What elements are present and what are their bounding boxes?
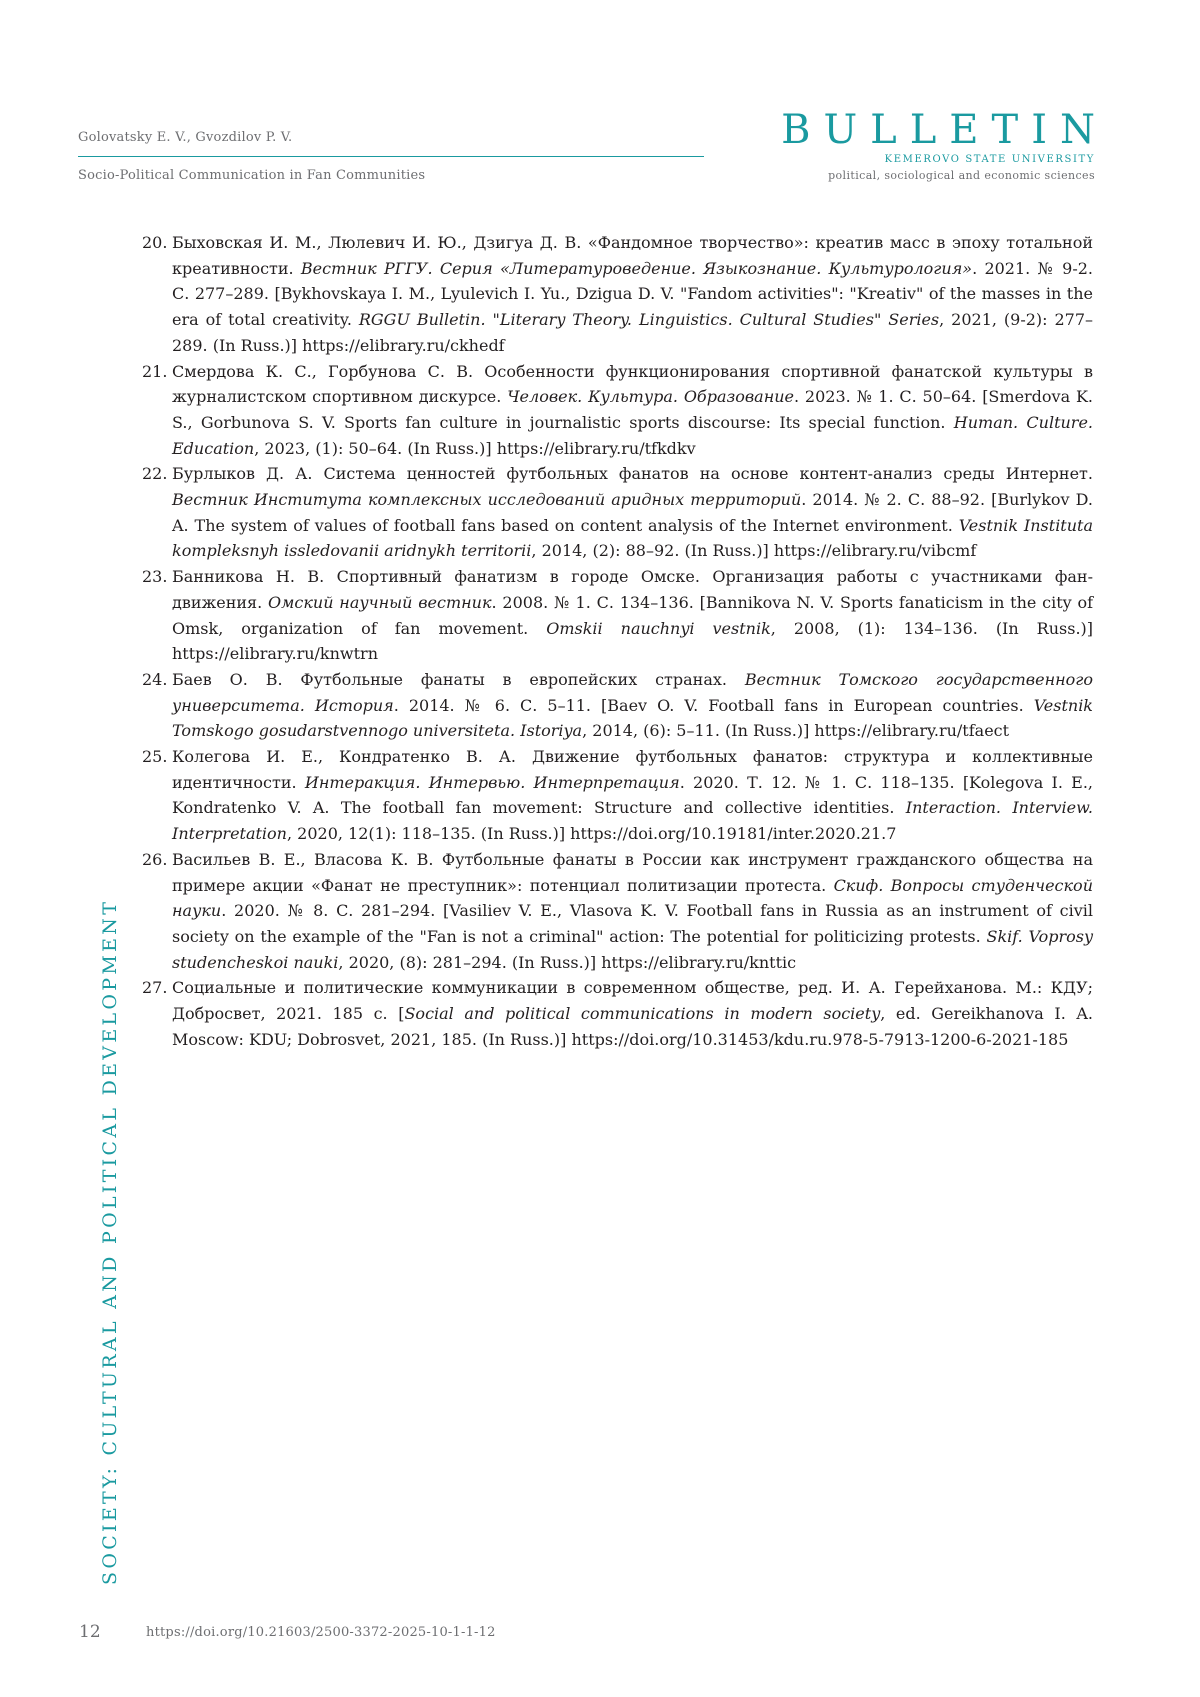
reference-text: Социальные и политические коммуникации в современном обществе, ред. И. А. Герейханова. М.: КДУ; Добросвет, 2021. 185 с. [ <box>172 978 1093 1024</box>
reference-item <box>142 667 1093 744</box>
reference-number: 23. <box>142 567 168 587</box>
journal-university: KEMEROVO STATE UNIVERSITY <box>884 154 1095 165</box>
page-number: 12 <box>79 1622 101 1642</box>
journal-subtitle: political, sociological and economic sciences <box>828 169 1095 182</box>
reference-source: Interaction. Interview. Interpretation <box>172 798 1093 844</box>
footer-doi: https://doi.org/10.21603/2500-3372-2025-10-1-1-12 <box>146 1625 496 1640</box>
reference-text: Бурлыков Д. А. Система ценностей футбольных фанатов на основе контент-анализ среды Интернет. <box>172 464 1093 484</box>
reference-text: Баев О. В. Футбольные фанаты в европейских странах. <box>172 669 745 689</box>
reference-text: . 2014. № 2. С. 88–92. [Burlykov D. A. The system of values of football fans based on content analysis of the Internet environment. <box>172 490 1093 535</box>
reference-text: . 2023. № 1. С. 50–64. [Smerdova K. S., Gorbunova S. V. Sports fan culture in journalistic sports discourse: Its special function. <box>172 387 1094 432</box>
section-sidebar-label: SOCIETY: CULTURAL AND POLITICAL DEVELOPMENT <box>99 898 121 1585</box>
reference-number: 22. <box>142 464 168 484</box>
journal-logo-title: BULLETIN <box>781 107 1108 153</box>
reference-text: , 2008, (1): 134–136. (In Russ.)] https://elibrary.ru/knwtrn <box>172 618 1094 664</box>
reference-text: Васильев В. Е., Власова К. В. Футбольные фанаты в России как инструмент гражданского общества на примере акции «Фанат не преступник»: потенциал политизации протеста. <box>172 849 1093 895</box>
reference-text: , 2021, (9-2): 277–289. (In Russ.)] https://elibrary.ru/ckhedf <box>172 310 1093 355</box>
reference-source: Вестник Томского государственного университета. История <box>172 669 1094 715</box>
reference-list <box>142 230 1093 1053</box>
reference-item <box>142 359 1093 462</box>
reference-text: Банникова Н. В. Спортивный фанатизм в городе Омске. Организация работы с участниками фан-движения. <box>172 567 1093 612</box>
running-header <box>78 128 704 185</box>
reference-source: Вестник РГГУ. Серия «Литературоведение. Языкознание. Культурология» <box>300 258 973 278</box>
reference-source: Human. Culture. Education <box>172 412 1094 458</box>
reference-text: , 2020, 12(1): 118–135. (In Russ.)] https://doi.org/10.19181/inter.2020.21.7 <box>286 824 897 844</box>
reference-text: , ed. Gereikhanova I. A. Moscow: KDU; Dobrosvet, 2021, 185. (In Russ.)] https://doi.org/10.31453/kdu.ru.978-5-7913-1200-6-2021-185 <box>172 1004 1094 1049</box>
reference-source: Омский научный вестник <box>268 592 492 612</box>
reference-item <box>142 564 1093 667</box>
reference-source: Вестник Института комплексных исследований аридных территорий <box>172 490 802 510</box>
reference-source: Интеракция. Интервью. Интерпретация <box>304 772 680 792</box>
reference-source: Social and political communications in modern society <box>404 1004 881 1024</box>
reference-item <box>142 975 1093 1052</box>
reference-item <box>142 744 1093 847</box>
reference-text: , 2014, (6): 5–11. (In Russ.)] https://elibrary.ru/tfaect <box>582 721 1010 741</box>
reference-source: Человек. Культура. Образование <box>507 387 795 407</box>
reference-number: 25. <box>142 747 168 767</box>
reference-text: . 2021. № 9-2. С. 277–289. [Bykhovskaya I. M., Lyulevich I. Yu., Dzigua D. V. "Fandom activities": "Kreativ" of the masses in the era of total creativity. <box>172 258 1093 330</box>
reference-source: RGGU Bulletin. "Literary Theory. Linguistics. Cultural Studies" Series <box>358 310 940 330</box>
reference-text: Смердова К. С., Горбунова С. В. Особенности функционирования спортивной фанатской культуры в журналистском спортивном дискурсе. <box>172 361 1093 407</box>
reference-number: 24. <box>142 669 168 689</box>
reference-text: Быховская И. М., Люлевич И. Ю., Дзигуа Д. В. «Фандомное творчество»: креатив масс в эпоху тотальной креативности. <box>172 233 1093 278</box>
reference-text: . 2020. № 8. С. 281–294. [Vasiliev V. E., Vlasova K. V. Football fans in Russia as an instrument of civil society on the example of the "Fan is not a criminal" action: The potential for politicizing protests. <box>172 901 1093 946</box>
reference-text: Колегова И. Е., Кондратенко В. А. Движение футбольных фанатов: структура и коллективные идентичности. <box>172 747 1093 792</box>
reference-text: , 2014, (2): 88–92. (In Russ.)] https://elibrary.ru/vibcmf <box>531 541 977 561</box>
reference-source: Vestnik Tomskogo gosudarstvennogo universiteta. Istoriya <box>172 695 1093 741</box>
reference-text: , 2020, (8): 281–294. (In Russ.)] https://elibrary.ru/knttic <box>338 952 797 972</box>
reference-number: 27. <box>142 978 168 998</box>
journal-masthead <box>781 107 1108 183</box>
reference-source: Vestnik Instituta kompleksnyh issledovanii aridnykh territorii <box>172 515 1094 561</box>
header-divider <box>78 156 704 157</box>
header-authors: Golovatsky E. V., Gvozdilov P. V. <box>78 130 293 145</box>
reference-source: Omskii nauchnyi vestnik <box>546 618 771 638</box>
reference-text: . 2014. № 6. С. 5–11. [Baev O. V. Football fans in European countries. <box>393 695 1034 715</box>
header-article-title: Socio-Political Communication in Fan Communities <box>78 168 426 183</box>
reference-number: 20. <box>142 233 168 252</box>
reference-text: . 2020. Т. 12. № 1. С. 118–135. [Kolegova I. E., Kondratenko V. A. The football fan movement: Structure and collective identities. <box>172 772 1094 818</box>
reference-item <box>142 847 1093 976</box>
reference-source: Skif. Voprosy studencheskoi nauki <box>172 926 1093 972</box>
reference-item <box>142 461 1093 564</box>
reference-text: . 2008. № 1. С. 134–136. [Bannikova N. V. Sports fanaticism in the city of Omsk, organization of fan movement. <box>172 592 1094 638</box>
reference-text: , 2023, (1): 50–64. (In Russ.)] https://elibrary.ru/tfkdkv <box>254 438 696 458</box>
reference-item <box>142 230 1093 359</box>
reference-source: Скиф. Вопросы студенческой науки <box>172 875 1093 921</box>
reference-number: 21. <box>142 361 168 381</box>
reference-number: 26. <box>142 849 168 869</box>
